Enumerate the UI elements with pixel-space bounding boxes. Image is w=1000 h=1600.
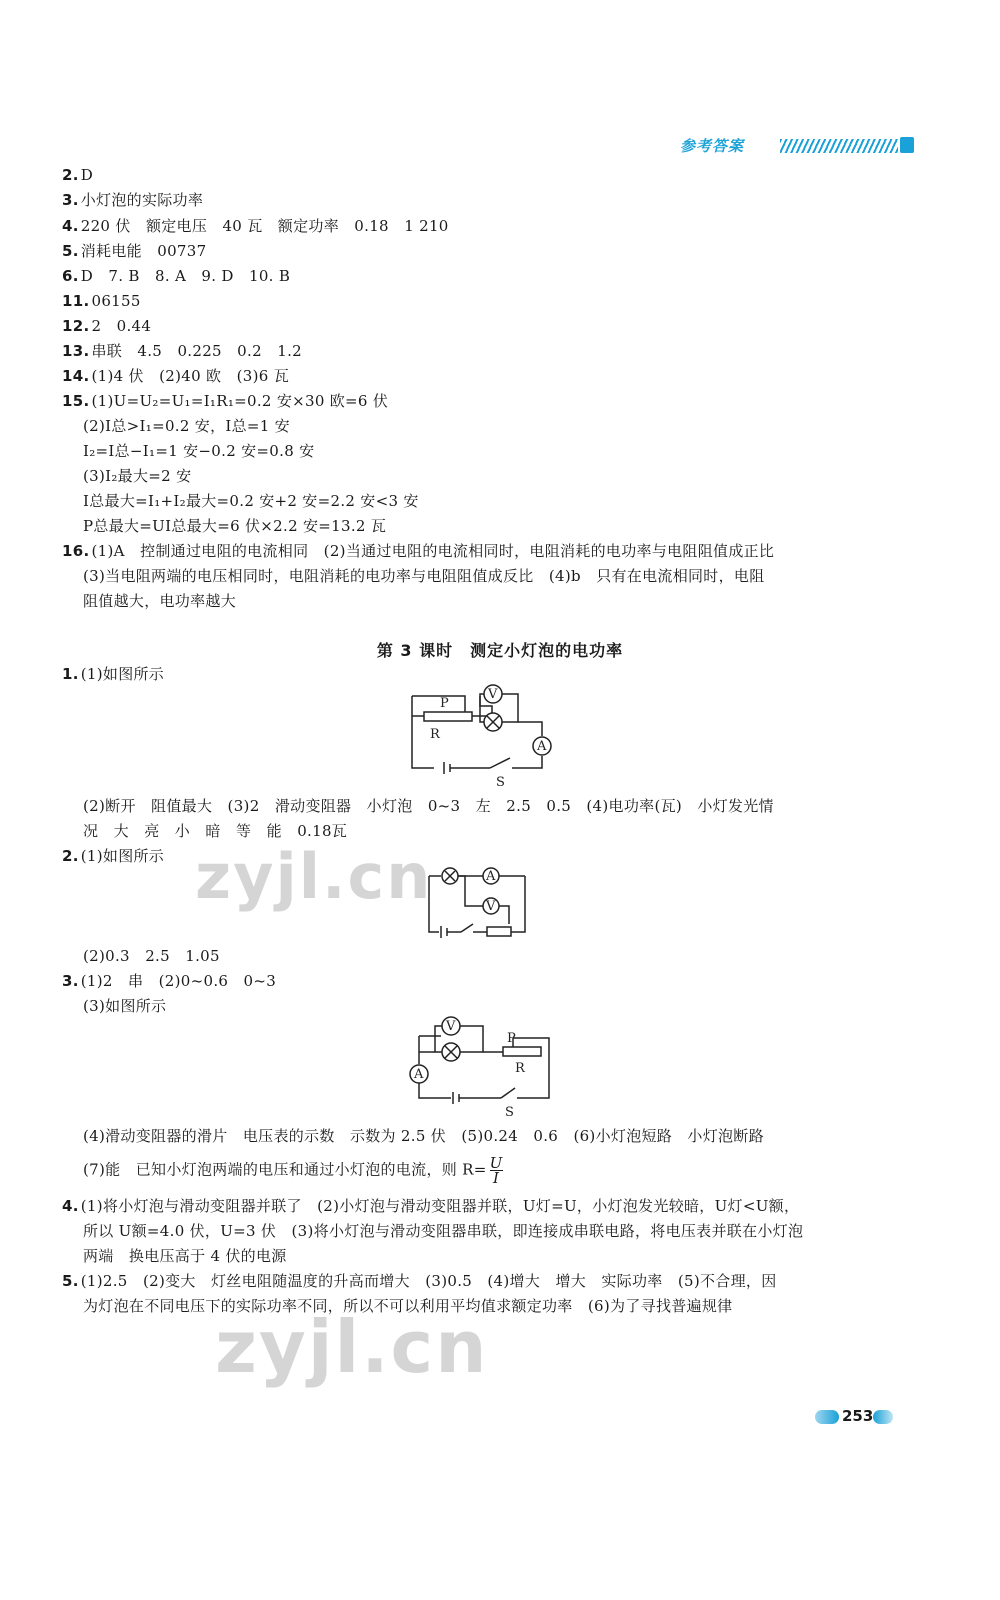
answer-line: 所以 U额=4.0 伏，U=3 伏 (3)将小灯泡与滑动变阻器串联，即连接成串联电路，将电压表并联在小灯泡 [83, 1222, 804, 1240]
answer-line: 4. 220 伏 额定电压 40 瓦 额定功率 0.18 1 210 [62, 217, 449, 235]
page-number-badge [815, 1405, 895, 1429]
answer-line: 2. D [62, 166, 94, 184]
answer-line: 4. (1)将小灯泡与滑动变阻器并联了 (2)小灯泡与滑动变阻器并联，U灯=U，小灯泡发光较暗，U灯<U额， [62, 1197, 800, 1215]
answer-line: 6. D 7. B 8. A 9. D 10. B [62, 267, 291, 285]
circuit-diagram-2 [425, 862, 535, 944]
answer-line: 2. (1)如图所示 [62, 847, 165, 865]
answer-line: (2)断开 阻值最大 (3)2 滑动变阻器 小灯泡 0~3 左 2.5 0.5 (4)电功率(瓦) 小灯发光情 [83, 797, 774, 815]
answer-line: I₂=I总−I₁=1 安−0.2 安=0.8 安 [83, 442, 315, 460]
circuit-1-a-label: A [537, 739, 547, 754]
answer-line: 况 大 亮 小 暗 等 能 0.18瓦 [83, 822, 348, 840]
circuit-2-a-label: A [486, 869, 496, 884]
circuit-3-r-label: R [515, 1061, 525, 1076]
answer-line: 3. (1)2 串 (2)0~0.6 0~3 [62, 972, 277, 990]
answer-line: 15. (1)U=U₂=U₁=I₁R₁=0.2 安×30 欧=6 伏 [62, 392, 389, 410]
answer-line: 阻值越大，电功率越大 [83, 592, 237, 610]
watermark: zyjl.cn [195, 840, 433, 913]
circuit-3-p-label: P [507, 1031, 516, 1046]
section-title: 第 3 课时 测定小灯泡的电功率 [376, 641, 624, 660]
answer-line: (7)能 已知小灯泡两端的电压和通过小灯泡的电流，则 R= $\frac{U}{I}$ [83, 1154, 503, 1187]
circuit-1-r-label: R [430, 727, 440, 742]
fraction-u-over-i: $\frac{U}{I}$ [489, 1154, 503, 1187]
answer-line: 为灯泡在不同电压下的实际功率不同，所以不可以利用平均值求额定功率 (6)为了寻找普遍规律 [83, 1297, 733, 1315]
answer-line: (3)如图所示 [83, 997, 167, 1015]
answer-line: (3)I₂最大=2 安 [83, 467, 192, 485]
page-number-right-decoration [873, 1410, 893, 1424]
answer-line: (2)0.3 2.5 1.05 [83, 947, 220, 965]
answer-line: (4)滑动变阻器的滑片 电压表的示数 示数为 2.5 伏 (5)0.24 0.6 (6)小灯泡短路 小灯泡断路 [83, 1127, 764, 1145]
circuit-3-a-label: A [414, 1067, 424, 1082]
circuit-3-s-label: S [505, 1105, 514, 1118]
header-label: 参考答案 [680, 137, 745, 155]
circuit-diagram-3 [405, 1014, 555, 1118]
answer-line: 3. 小灯泡的实际功率 [62, 191, 204, 209]
answer-line: 14. (1)4 伏 (2)40 欧 (3)6 瓦 [62, 367, 290, 385]
answer-line: I总最大=I₁+I₂最大=0.2 安+2 安=2.2 安<3 安 [83, 492, 419, 510]
answer-line: 1. (1)如图所示 [62, 665, 165, 683]
watermark: zyjl.cn [215, 1305, 489, 1389]
answer-line: 16. (1)A 控制通过电阻的电流相同 (2)当通过电阻的电流相同时，电阻消耗的电功率与电阻阻值成正比 [62, 542, 775, 560]
circuit-2-v-label: V [486, 899, 496, 914]
answer-line: 12. 2 0.44 [62, 317, 152, 335]
circuit-3-v-label: V [446, 1019, 456, 1034]
answer-line: (3)当电阻两端的电压相同时，电阻消耗的电功率与电阻阻值成反比 (4)b 只有在电流相同时，电阻 [83, 567, 765, 585]
answer-line: 13. 串联 4.5 0.225 0.2 1.2 [62, 342, 302, 360]
header-hatch-decoration [780, 139, 898, 153]
answer-line: 5. (1)2.5 (2)变大 灯丝电阻随温度的升高而增大 (3)0.5 (4)增大 增大 实际功率 (5)不合理，因 [62, 1272, 777, 1290]
page-number-left-decoration [815, 1410, 839, 1424]
answer-line: (2)I总>I₁=0.2 安，I总=1 安 [83, 417, 290, 435]
circuit-diagram-1 [410, 684, 560, 796]
answer-line: P总最大=UI总最大=6 伏×2.2 安=13.2 瓦 [83, 517, 387, 535]
answer-line: 11. 06155 [62, 292, 141, 310]
answer-line: 两端 换电压高于 4 伏的电源 [83, 1247, 287, 1265]
circuit-1-p-label: P [440, 696, 449, 711]
answer-line: 5. 消耗电能 00737 [62, 242, 207, 260]
circuit-1-s-label: S [496, 775, 505, 790]
page-number: 253 [842, 1407, 874, 1425]
answer-header [680, 133, 920, 159]
circuit-1-v-label: V [488, 687, 498, 702]
header-box-icon [900, 137, 914, 153]
